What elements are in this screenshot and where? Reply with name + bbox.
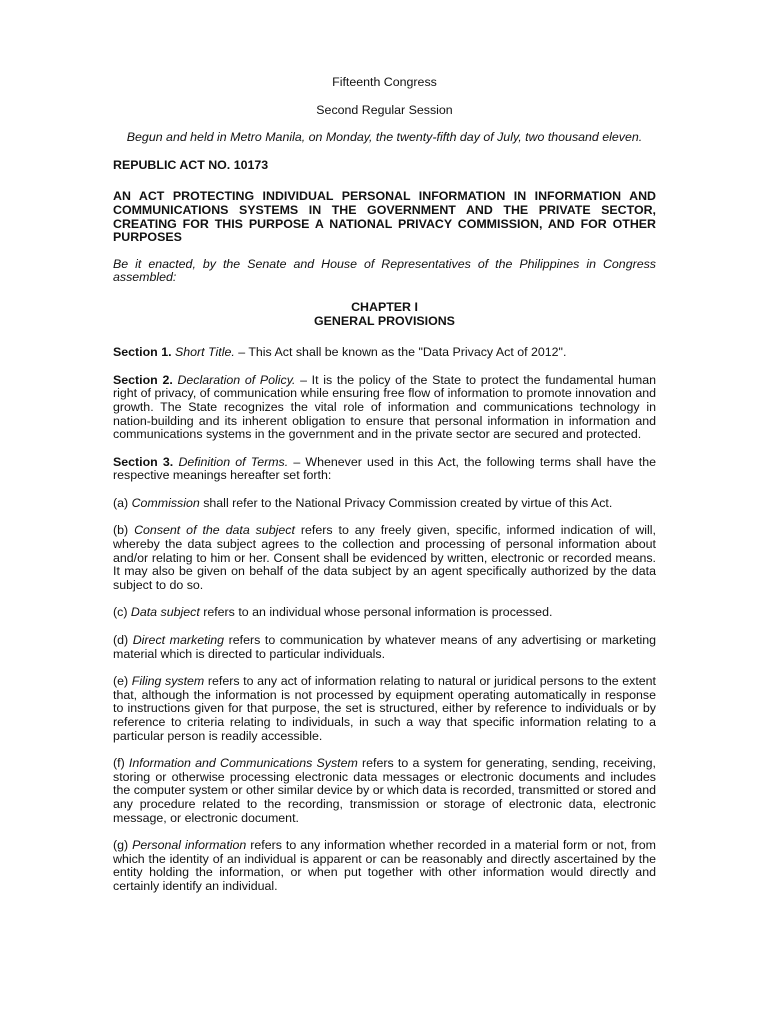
chapter-heading xyxy=(113,301,656,328)
definition-text: refers to any freely given, specific, informed indication of will, whereby the data subject agrees to the collection and processing of personal information about and/or relating to him or her. Consent shall be evidenced by written, electronic or recorded means. It may also be given on behalf of the data subject by an agent specifically authorized by the data subject to do so. xyxy=(113,523,657,592)
document-page xyxy=(113,76,656,894)
section-heading: Definition of Terms. xyxy=(178,454,289,469)
definition-prefix: (g) xyxy=(113,838,133,853)
section-heading: Short Title. xyxy=(174,345,235,360)
definition-prefix: (d) xyxy=(113,633,133,648)
section-label: Section 1. xyxy=(113,345,172,360)
definition-text: shall refer to the National Privacy Commission created by virtue of this Act. xyxy=(199,495,613,510)
definition-text: refers to any act of information relating to natural or juridical persons to the extent that, although the information is not processed by equipment operating automatically in response to instructions given for that purpose, the set is structured, either by reference to individuals or by reference to criteria relating to individuals, in such a way that specific information relating to a particular person is readily accessible. xyxy=(113,674,656,743)
section-text: – Whenever used in this Act, the following terms shall have the respective meanings hereafter set forth: xyxy=(113,454,656,483)
section-text: – This Act shall be known as the "Data Privacy Act of 2012". xyxy=(234,345,567,360)
congress-line: Fifteenth Congress xyxy=(332,75,437,89)
definition-d xyxy=(113,634,656,661)
definition-e xyxy=(113,675,656,743)
section-heading: Declaration of Policy. xyxy=(177,372,296,387)
enacting-clause: Be it enacted, by the Senate and House of Representatives of the Philippines in Congress assembled: xyxy=(113,256,656,285)
definition-c xyxy=(113,606,656,620)
definition-term: Personal information xyxy=(132,838,247,853)
section-label: Section 2. xyxy=(113,372,173,387)
section-1 xyxy=(113,346,656,360)
definition-prefix: (e) xyxy=(113,674,132,689)
definition-term: Consent of the data subject xyxy=(134,523,295,538)
definition-prefix: (a) xyxy=(113,495,132,510)
chapter-title: GENERAL PROVISIONS xyxy=(314,313,455,328)
definition-prefix: (f) xyxy=(113,756,129,771)
definition-term: Filing system xyxy=(131,674,205,689)
definition-prefix: (c) xyxy=(113,605,131,620)
section-2 xyxy=(113,374,656,442)
definition-b xyxy=(113,524,656,592)
begun-line: Begun and held in Metro Manila, on Monday, the twenty-fifth day of July, two thousand eleven. xyxy=(126,130,643,145)
session-line: Second Regular Session xyxy=(316,102,453,117)
act-title: AN ACT PROTECTING INDIVIDUAL PERSONAL INFORMATION IN INFORMATION AND COMMUNICATIONS SYSTEMS IN THE GOVERNMENT AND THE PRIVATE SECTOR, CREATING FOR THIS PURPOSE A NATIONAL PRIVACY COMMISSION, AND FOR OTHER PURPOSES xyxy=(113,189,656,245)
definition-term: Data subject xyxy=(130,605,200,620)
definition-term: Direct marketing xyxy=(132,633,225,648)
definition-text: refers to communication by whatever means of any advertising or marketing material which is directed to particular individuals. xyxy=(113,633,657,661)
section-3 xyxy=(113,456,656,483)
definition-text: refers to a system for generating, sending, receiving, storing or otherwise processing electronic data messages or electronic documents and includes the computer system or other similar device by or which data is recorded, transmitted or stored and any procedure related to the recording, transmission or storage of electronic data, electronic message, or electronic document. xyxy=(113,756,657,825)
definition-prefix: (b) xyxy=(113,523,135,538)
definition-term: Commission xyxy=(131,495,200,510)
definition-text: refers to an individual whose personal information is processed. xyxy=(199,605,553,620)
chapter-number: CHAPTER I xyxy=(351,299,418,314)
definition-a xyxy=(113,497,656,511)
definition-term: Information and Communications System xyxy=(128,756,358,771)
section-label: Section 3. xyxy=(113,454,174,469)
section-text: – It is the policy of the State to protect the fundamental human right of privacy, of communication while ensuring free flow of information to promote innovation and growth. The State recognizes the vital role of information and communications technology in nation-building and its inherent obligation to ensure that personal information in information and communications systems in the government and in the private sector are secured and protected. xyxy=(113,372,656,442)
definition-text: refers to any information whether recorded in a material form or not, from which the identity of an individual is apparent or can be reasonably and directly ascertained by the entity holding the information, or when put together with other information would directly and certainly identify an individual. xyxy=(113,838,657,893)
definition-f xyxy=(113,757,656,825)
act-number: REPUBLIC ACT NO. 10173 xyxy=(113,157,269,172)
definition-g xyxy=(113,839,656,893)
